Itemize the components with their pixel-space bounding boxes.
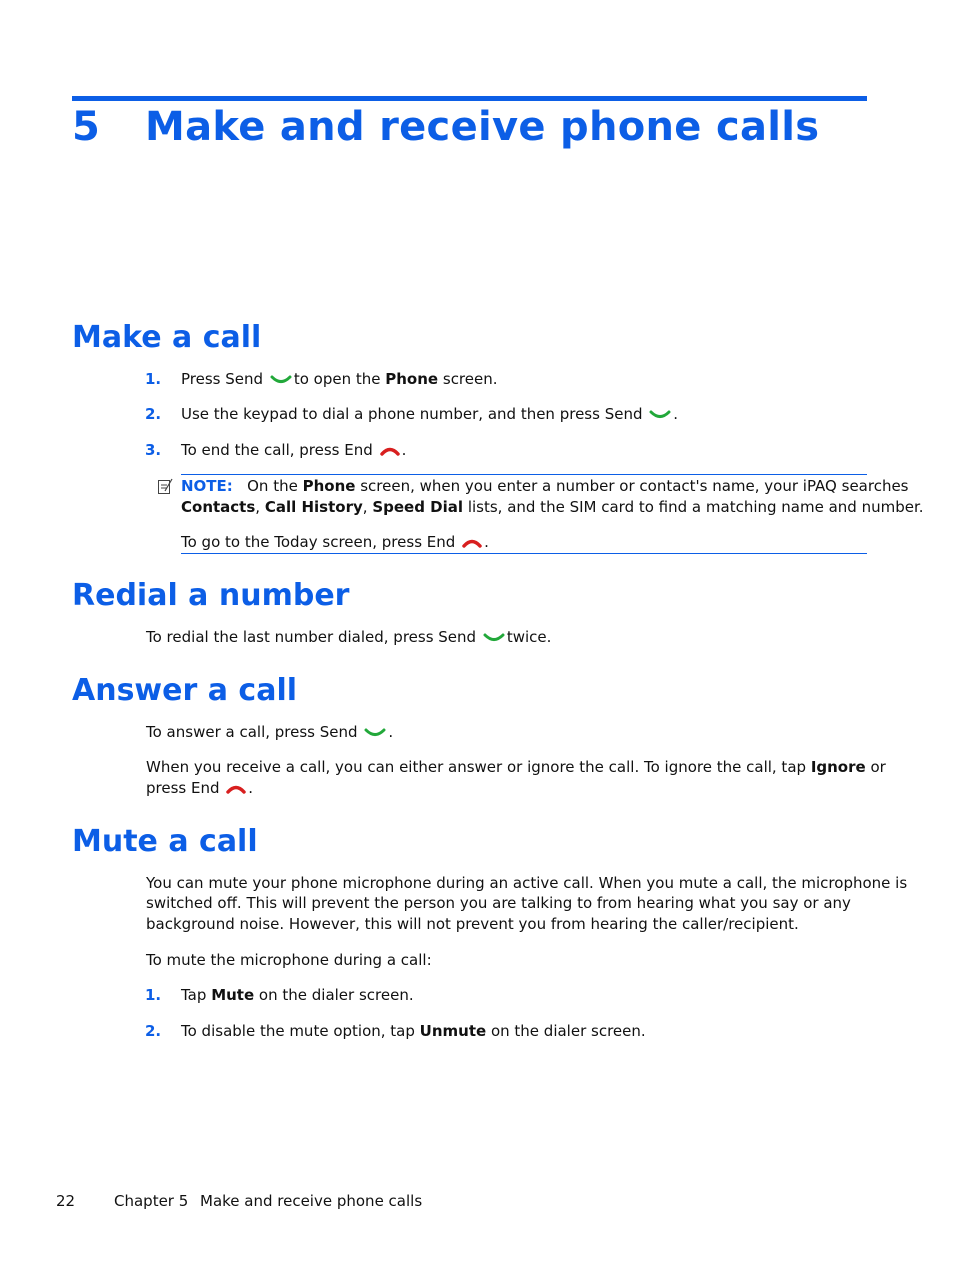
section-heading-answer: Answer a call [72,673,298,708]
note-line-3: To go to the Today screen, press End . [181,533,489,551]
step-number: 2. [145,405,162,423]
step-number: 2. [145,1022,162,1040]
answer-text-2b: press End . [146,779,254,797]
end-key-icon [380,445,400,457]
step-text: Use the keypad to dial a phone number, and then press Send . [181,405,679,423]
mute-intro: To mute the microphone during a call: [146,951,432,969]
note-icon [157,478,173,495]
chapter-title [72,104,819,150]
send-key-icon [270,374,292,386]
send-key-icon [483,632,505,644]
send-key-icon [364,727,386,739]
step-number: 1. [145,370,162,388]
step-number: 1. [145,986,162,1004]
mute-paragraph-line-2: switched off. This will prevent the person you are talking to from hearing what you say or any [146,894,851,912]
footer-chapter: Chapter 5 [114,1192,189,1210]
note-top-rule [181,474,867,475]
footer-title: Make and receive phone calls [200,1192,423,1210]
step-text: Tap Mute on the dialer screen. [181,986,414,1004]
redial-text: To redial the last number dialed, press Send twice. [146,628,552,646]
note-bottom-rule [181,553,867,554]
mute-paragraph-line-3: background noise. However, this will not prevent you from hearing the caller/recipient. [146,915,799,933]
step-text: To disable the mute option, tap Unmute on the dialer screen. [181,1022,646,1040]
answer-text-2: When you receive a call, you can either answer or ignore the call. To ignore the call, tap Ignore or [146,758,886,776]
note-label: NOTE: [181,477,233,495]
mute-paragraph-line-1: You can mute your phone microphone during an active call. When you mute a call, the microphone is [146,874,908,892]
section-heading-redial: Redial a number [72,578,350,613]
end-key-icon [226,783,246,795]
note-line-2: Contacts, Call History, Speed Dial lists, and the SIM card to find a matching name and number. [181,498,924,516]
step-text: Press Send to open the Phone screen. [181,370,498,388]
chapter-title-text: Make and receive phone calls [145,104,820,150]
step-text: To end the call, press End . [181,441,407,459]
section-heading-make-call: Make a call [72,320,262,355]
page-number: 22 [56,1192,76,1210]
note-line-1: NOTE: On the Phone screen, when you enter a number or contact's name, your iPAQ searches [181,477,909,495]
chapter-number: 5 [72,104,101,150]
send-key-icon [649,409,671,421]
answer-text-1: To answer a call, press Send . [146,723,394,741]
step-number: 3. [145,441,162,459]
chapter-rule [72,96,867,101]
end-key-icon [462,537,482,549]
section-heading-mute: Mute a call [72,824,258,859]
